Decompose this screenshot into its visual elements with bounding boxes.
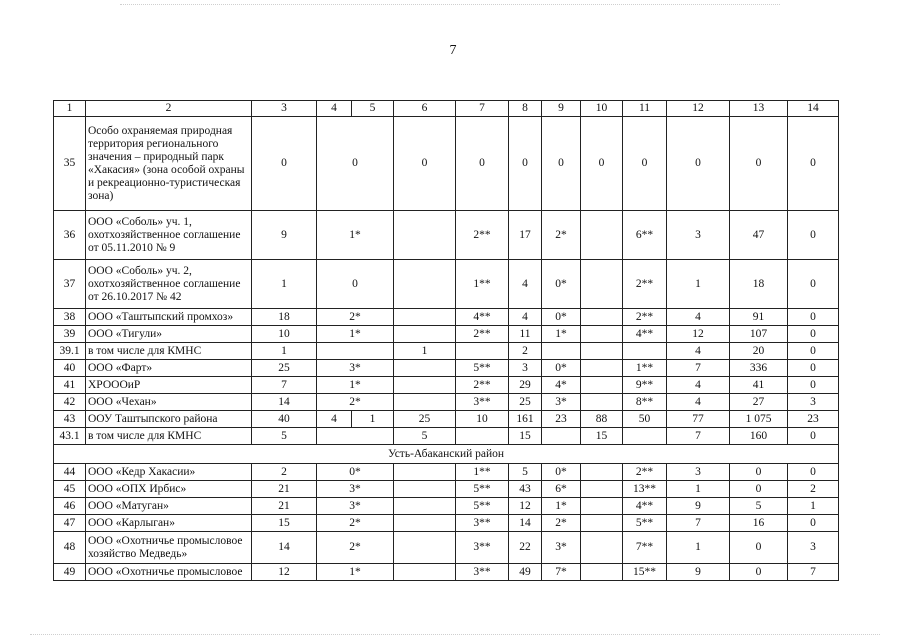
cell-col13: 0 bbox=[730, 117, 788, 211]
cell-col3: 5 bbox=[252, 428, 317, 445]
cell-col3: 21 bbox=[252, 481, 317, 498]
cell-col14: 3 bbox=[788, 394, 839, 411]
cell-col10 bbox=[581, 481, 623, 498]
cell-col14: 0 bbox=[788, 377, 839, 394]
cell-col7: 4** bbox=[456, 309, 509, 326]
cell-col10 bbox=[581, 309, 623, 326]
row-name: ООО «Чехан» bbox=[86, 394, 252, 411]
cell-col6 bbox=[394, 309, 456, 326]
cell-col12: 9 bbox=[667, 498, 730, 515]
cell-col7: 5** bbox=[456, 481, 509, 498]
cell-col6 bbox=[394, 260, 456, 309]
cell-col12: 12 bbox=[667, 326, 730, 343]
cell-col13: 41 bbox=[730, 377, 788, 394]
cell-col8: 2 bbox=[509, 343, 542, 360]
cell-col9: 7* bbox=[542, 564, 581, 581]
cell-col12: 3 bbox=[667, 464, 730, 481]
cell-col13: 0 bbox=[730, 532, 788, 564]
cell-col8: 4 bbox=[509, 260, 542, 309]
cell-col4-5: 0 bbox=[317, 117, 394, 211]
cell-col9: 2* bbox=[542, 211, 581, 260]
cell-col10 bbox=[581, 464, 623, 481]
cell-col9: 0* bbox=[542, 464, 581, 481]
cell-col3: 15 bbox=[252, 515, 317, 532]
cell-col9: 0* bbox=[542, 260, 581, 309]
cell-col7: 3** bbox=[456, 515, 509, 532]
cell-col8: 15 bbox=[509, 428, 542, 445]
table-row bbox=[54, 532, 839, 564]
cell-col7: 2** bbox=[456, 326, 509, 343]
cell-col11 bbox=[623, 343, 667, 360]
cell-col8: 12 bbox=[509, 498, 542, 515]
cell-col9: 0* bbox=[542, 309, 581, 326]
cell-col12: 7 bbox=[667, 360, 730, 377]
cell-col11: 2** bbox=[623, 309, 667, 326]
cell-col7: 0 bbox=[456, 117, 509, 211]
cell-col5: 1 bbox=[352, 411, 394, 428]
column-header: 13 bbox=[730, 101, 788, 117]
cell-col7: 3** bbox=[456, 394, 509, 411]
table-row bbox=[54, 394, 839, 411]
row-name: ООО «Охотничье промысловое bbox=[86, 564, 252, 581]
cell-col13: 0 bbox=[730, 564, 788, 581]
cell-col9: 0* bbox=[542, 360, 581, 377]
cell-col4: 4 bbox=[317, 411, 352, 428]
cell-col8: 25 bbox=[509, 394, 542, 411]
cell-col9: 1* bbox=[542, 498, 581, 515]
cell-col7: 5** bbox=[456, 498, 509, 515]
cell-col12: 0 bbox=[667, 117, 730, 211]
table-row bbox=[54, 211, 839, 260]
cell-col14: 0 bbox=[788, 343, 839, 360]
cell-col11: 0 bbox=[623, 117, 667, 211]
cell-col8: 0 bbox=[509, 117, 542, 211]
row-number: 42 bbox=[54, 394, 86, 411]
cell-col4-5: 0 bbox=[317, 260, 394, 309]
cell-col10: 0 bbox=[581, 117, 623, 211]
data-table bbox=[53, 100, 839, 581]
row-number: 43 bbox=[54, 411, 86, 428]
cell-col10 bbox=[581, 515, 623, 532]
cell-col11: 7** bbox=[623, 532, 667, 564]
cell-col11: 5** bbox=[623, 515, 667, 532]
row-number: 40 bbox=[54, 360, 86, 377]
cell-col7 bbox=[456, 343, 509, 360]
table-row bbox=[54, 117, 839, 211]
cell-col3: 14 bbox=[252, 532, 317, 564]
row-name: ООО «Соболь» уч. 1, охотхозяйственное соглашение от 05.11.2010 № 9 bbox=[86, 211, 252, 260]
row-name: ООО «Кедр Хакасии» bbox=[86, 464, 252, 481]
cell-col14: 0 bbox=[788, 326, 839, 343]
cell-col14: 0 bbox=[788, 360, 839, 377]
cell-col3: 1 bbox=[252, 343, 317, 360]
row-name: ООО «Соболь» уч. 2, охотхозяйственное соглашение от 26.10.2017 № 42 bbox=[86, 260, 252, 309]
cell-col8: 14 bbox=[509, 515, 542, 532]
cell-col11: 4** bbox=[623, 498, 667, 515]
cell-col4-5: 3* bbox=[317, 360, 394, 377]
table-row bbox=[54, 498, 839, 515]
cell-col12: 1 bbox=[667, 481, 730, 498]
table-row bbox=[54, 428, 839, 445]
column-header: 14 bbox=[788, 101, 839, 117]
column-header: 4 bbox=[317, 101, 352, 117]
cell-col14: 2 bbox=[788, 481, 839, 498]
cell-col6 bbox=[394, 211, 456, 260]
cell-col12: 1 bbox=[667, 532, 730, 564]
cell-col8: 4 bbox=[509, 309, 542, 326]
cell-col11 bbox=[623, 428, 667, 445]
cell-col4-5: 0* bbox=[317, 464, 394, 481]
cell-col11: 1** bbox=[623, 360, 667, 377]
table-row bbox=[54, 481, 839, 498]
table-row bbox=[54, 309, 839, 326]
cell-col4-5: 3* bbox=[317, 481, 394, 498]
cell-col7: 1** bbox=[456, 464, 509, 481]
row-name: ООО «Матуган» bbox=[86, 498, 252, 515]
cell-col10 bbox=[581, 377, 623, 394]
row-number: 38 bbox=[54, 309, 86, 326]
cell-col10 bbox=[581, 394, 623, 411]
cell-col4-5: 2* bbox=[317, 309, 394, 326]
cell-col4-5: 3* bbox=[317, 498, 394, 515]
row-number: 39 bbox=[54, 326, 86, 343]
cell-col10: 88 bbox=[581, 411, 623, 428]
cell-col14: 0 bbox=[788, 309, 839, 326]
cell-col14: 7 bbox=[788, 564, 839, 581]
cell-col3: 40 bbox=[252, 411, 317, 428]
cell-col9: 3* bbox=[542, 394, 581, 411]
row-name: Особо охраняемая природная территория регионального значения – природный парк «Хакасия» (зона особой охраны и рекреационно-туристическая зона) bbox=[86, 117, 252, 211]
cell-col4-5 bbox=[317, 343, 394, 360]
cell-col13: 107 bbox=[730, 326, 788, 343]
cell-col9: 2* bbox=[542, 515, 581, 532]
cell-col12: 4 bbox=[667, 377, 730, 394]
row-number: 41 bbox=[54, 377, 86, 394]
cell-col6 bbox=[394, 464, 456, 481]
cell-col6 bbox=[394, 377, 456, 394]
cell-col10 bbox=[581, 360, 623, 377]
row-name: ООО «Фарт» bbox=[86, 360, 252, 377]
column-header: 1 bbox=[54, 101, 86, 117]
table-row bbox=[54, 343, 839, 360]
cell-col9: 0 bbox=[542, 117, 581, 211]
cell-col12: 1 bbox=[667, 260, 730, 309]
table-row bbox=[54, 411, 839, 428]
scan-artifact-top bbox=[120, 4, 780, 6]
cell-col11: 15** bbox=[623, 564, 667, 581]
cell-col9 bbox=[542, 428, 581, 445]
cell-col11: 6** bbox=[623, 211, 667, 260]
cell-col13: 16 bbox=[730, 515, 788, 532]
cell-col7: 2** bbox=[456, 211, 509, 260]
column-header: 6 bbox=[394, 101, 456, 117]
row-name: ООО «Охотничье промысловое хозяйство Медведь» bbox=[86, 532, 252, 564]
table-row bbox=[54, 564, 839, 581]
row-name: в том числе для КМНС bbox=[86, 428, 252, 445]
cell-col3: 1 bbox=[252, 260, 317, 309]
cell-col13: 5 bbox=[730, 498, 788, 515]
cell-col11: 4** bbox=[623, 326, 667, 343]
cell-col10 bbox=[581, 260, 623, 309]
column-header: 3 bbox=[252, 101, 317, 117]
cell-col7: 10 bbox=[456, 411, 509, 428]
cell-col14: 0 bbox=[788, 515, 839, 532]
cell-col4-5: 1* bbox=[317, 564, 394, 581]
cell-col3: 21 bbox=[252, 498, 317, 515]
cell-col4-5: 2* bbox=[317, 532, 394, 564]
cell-col11: 2** bbox=[623, 464, 667, 481]
cell-col11: 8** bbox=[623, 394, 667, 411]
cell-col12: 4 bbox=[667, 343, 730, 360]
row-number: 48 bbox=[54, 532, 86, 564]
column-header: 10 bbox=[581, 101, 623, 117]
cell-col13: 20 bbox=[730, 343, 788, 360]
cell-col8: 5 bbox=[509, 464, 542, 481]
table-row bbox=[54, 464, 839, 481]
cell-col10 bbox=[581, 343, 623, 360]
table-row bbox=[54, 360, 839, 377]
row-name: ООО «Карлыган» bbox=[86, 515, 252, 532]
table-body bbox=[54, 117, 839, 581]
cell-col6 bbox=[394, 481, 456, 498]
cell-col13: 336 bbox=[730, 360, 788, 377]
cell-col9 bbox=[542, 343, 581, 360]
cell-col3: 14 bbox=[252, 394, 317, 411]
cell-col6: 5 bbox=[394, 428, 456, 445]
row-number: 35 bbox=[54, 117, 86, 211]
cell-col12: 3 bbox=[667, 211, 730, 260]
cell-col7: 3** bbox=[456, 532, 509, 564]
row-number: 36 bbox=[54, 211, 86, 260]
cell-col13: 18 bbox=[730, 260, 788, 309]
cell-col11: 50 bbox=[623, 411, 667, 428]
cell-col4-5: 1* bbox=[317, 326, 394, 343]
cell-col6: 0 bbox=[394, 117, 456, 211]
column-header: 7 bbox=[456, 101, 509, 117]
cell-col7: 2** bbox=[456, 377, 509, 394]
row-number: 39.1 bbox=[54, 343, 86, 360]
cell-col11: 2** bbox=[623, 260, 667, 309]
cell-col12: 7 bbox=[667, 515, 730, 532]
cell-col8: 49 bbox=[509, 564, 542, 581]
column-header: 2 bbox=[86, 101, 252, 117]
row-number: 44 bbox=[54, 464, 86, 481]
cell-col3: 2 bbox=[252, 464, 317, 481]
cell-col3: 12 bbox=[252, 564, 317, 581]
cell-col6 bbox=[394, 564, 456, 581]
cell-col13: 47 bbox=[730, 211, 788, 260]
cell-col10 bbox=[581, 326, 623, 343]
scan-artifact-bottom bbox=[30, 634, 880, 636]
cell-col6 bbox=[394, 326, 456, 343]
table-row bbox=[54, 260, 839, 309]
cell-col10 bbox=[581, 498, 623, 515]
cell-col9: 6* bbox=[542, 481, 581, 498]
cell-col10 bbox=[581, 564, 623, 581]
cell-col8: 22 bbox=[509, 532, 542, 564]
cell-col7: 3** bbox=[456, 564, 509, 581]
row-number: 43.1 bbox=[54, 428, 86, 445]
cell-col3: 25 bbox=[252, 360, 317, 377]
row-name: в том числе для КМНС bbox=[86, 343, 252, 360]
cell-col14: 1 bbox=[788, 498, 839, 515]
cell-col13: 1 075 bbox=[730, 411, 788, 428]
cell-col4-5 bbox=[317, 428, 394, 445]
cell-col10 bbox=[581, 211, 623, 260]
cell-col11: 9** bbox=[623, 377, 667, 394]
cell-col6 bbox=[394, 498, 456, 515]
cell-col3: 7 bbox=[252, 377, 317, 394]
column-header: 8 bbox=[509, 101, 542, 117]
row-number: 45 bbox=[54, 481, 86, 498]
table-row bbox=[54, 326, 839, 343]
cell-col10 bbox=[581, 532, 623, 564]
cell-col14: 23 bbox=[788, 411, 839, 428]
cell-col14: 0 bbox=[788, 428, 839, 445]
cell-col4-5: 1* bbox=[317, 211, 394, 260]
row-number: 46 bbox=[54, 498, 86, 515]
cell-col13: 91 bbox=[730, 309, 788, 326]
cell-col13: 0 bbox=[730, 481, 788, 498]
cell-col7: 5** bbox=[456, 360, 509, 377]
row-number: 49 bbox=[54, 564, 86, 581]
page-number: 7 bbox=[449, 43, 457, 58]
cell-col12: 7 bbox=[667, 428, 730, 445]
section-title: Усть-Абаканский район bbox=[54, 445, 839, 464]
header-row bbox=[54, 101, 839, 117]
cell-col14: 0 bbox=[788, 117, 839, 211]
cell-col6 bbox=[394, 532, 456, 564]
cell-col14: 0 bbox=[788, 211, 839, 260]
table-row bbox=[54, 515, 839, 532]
row-number: 37 bbox=[54, 260, 86, 309]
cell-col12: 4 bbox=[667, 394, 730, 411]
cell-col8: 11 bbox=[509, 326, 542, 343]
cell-col8: 161 bbox=[509, 411, 542, 428]
cell-col7 bbox=[456, 428, 509, 445]
cell-col3: 0 bbox=[252, 117, 317, 211]
row-name: ООО «Таштыпский промхоз» bbox=[86, 309, 252, 326]
cell-col4-5: 1* bbox=[317, 377, 394, 394]
row-name: ООУ Таштыпского района bbox=[86, 411, 252, 428]
cell-col3: 10 bbox=[252, 326, 317, 343]
cell-col6: 1 bbox=[394, 343, 456, 360]
cell-col8: 17 bbox=[509, 211, 542, 260]
cell-col13: 0 bbox=[730, 464, 788, 481]
cell-col8: 29 bbox=[509, 377, 542, 394]
cell-col4-5: 2* bbox=[317, 394, 394, 411]
cell-col12: 4 bbox=[667, 309, 730, 326]
cell-col9: 3* bbox=[542, 532, 581, 564]
column-header: 12 bbox=[667, 101, 730, 117]
cell-col12: 77 bbox=[667, 411, 730, 428]
cell-col11: 13** bbox=[623, 481, 667, 498]
cell-col3: 18 bbox=[252, 309, 317, 326]
cell-col12: 9 bbox=[667, 564, 730, 581]
row-name: ООО «Тигули» bbox=[86, 326, 252, 343]
column-header: 5 bbox=[352, 101, 394, 117]
row-number: 47 bbox=[54, 515, 86, 532]
cell-col10: 15 bbox=[581, 428, 623, 445]
cell-col13: 27 bbox=[730, 394, 788, 411]
cell-col13: 160 bbox=[730, 428, 788, 445]
cell-col14: 3 bbox=[788, 532, 839, 564]
section-row bbox=[54, 445, 839, 464]
column-header: 11 bbox=[623, 101, 667, 117]
cell-col6 bbox=[394, 394, 456, 411]
cell-col8: 3 bbox=[509, 360, 542, 377]
cell-col7: 1** bbox=[456, 260, 509, 309]
cell-col9: 4* bbox=[542, 377, 581, 394]
table-row bbox=[54, 377, 839, 394]
cell-col8: 43 bbox=[509, 481, 542, 498]
cell-col9: 23 bbox=[542, 411, 581, 428]
row-name: ООО «ОПХ Ирбис» bbox=[86, 481, 252, 498]
row-name: ХРОООиР bbox=[86, 377, 252, 394]
cell-col14: 0 bbox=[788, 464, 839, 481]
column-header: 9 bbox=[542, 101, 581, 117]
cell-col6 bbox=[394, 515, 456, 532]
cell-col14: 0 bbox=[788, 260, 839, 309]
cell-col4-5: 2* bbox=[317, 515, 394, 532]
cell-col6 bbox=[394, 360, 456, 377]
cell-col9: 1* bbox=[542, 326, 581, 343]
cell-col3: 9 bbox=[252, 211, 317, 260]
cell-col6: 25 bbox=[394, 411, 456, 428]
